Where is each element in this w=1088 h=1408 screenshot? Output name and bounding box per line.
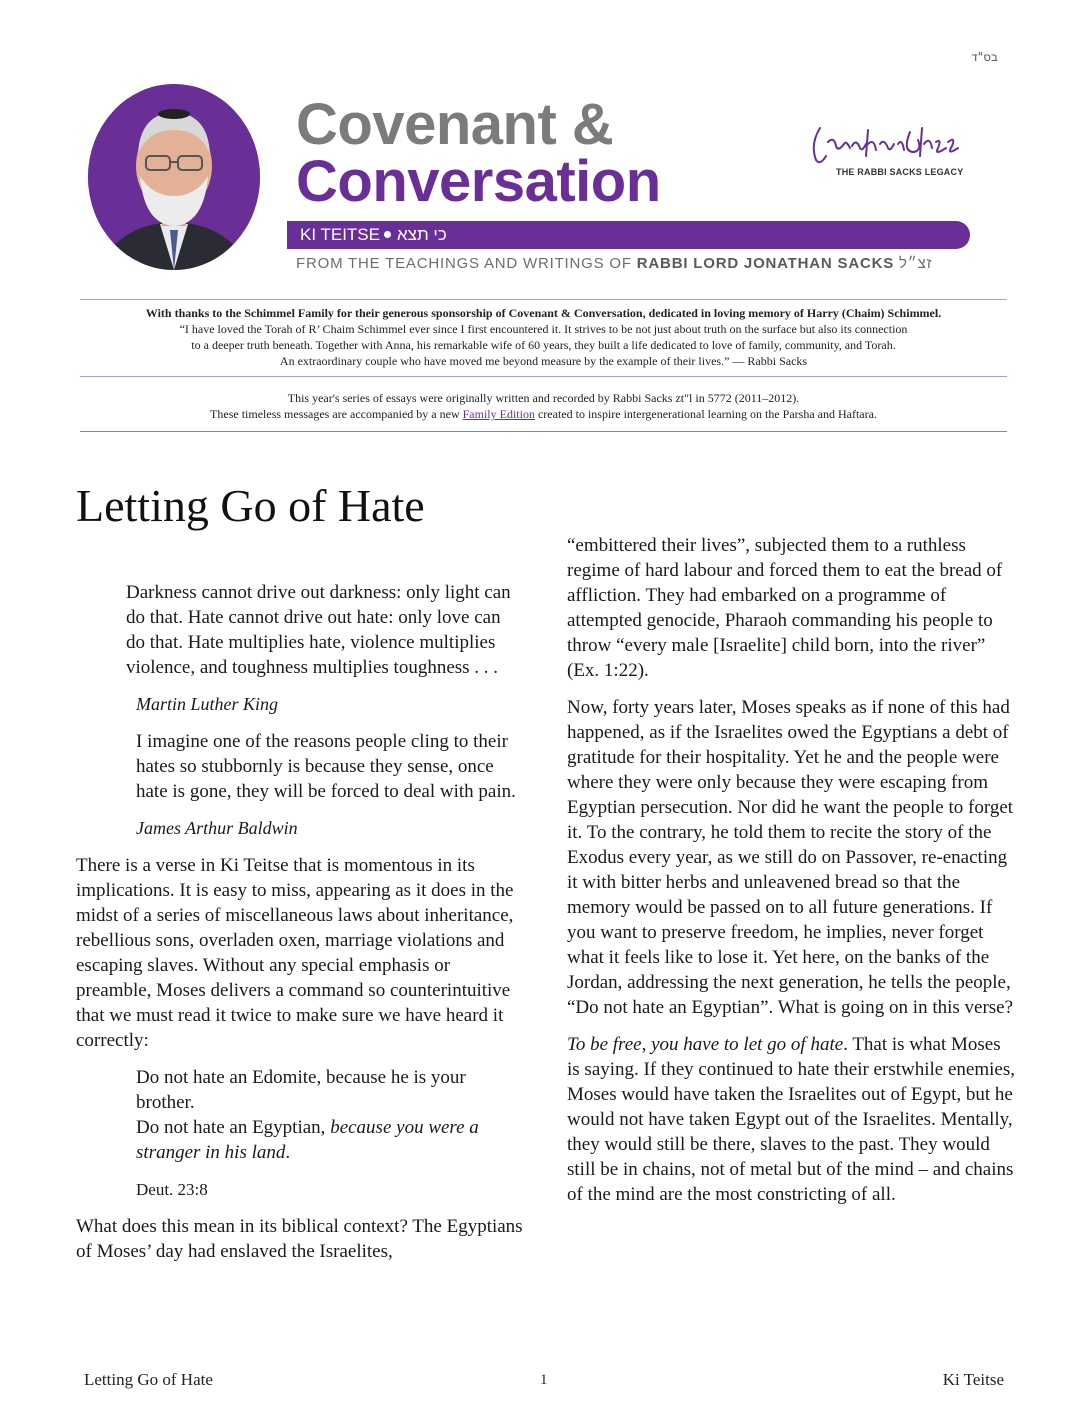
page-number: 1 — [540, 1372, 548, 1388]
parasha-banner — [287, 221, 970, 249]
verse-line-2 — [136, 1115, 524, 1165]
epigraph-attribution-1: Martin Luther King — [136, 694, 279, 714]
verse-quote — [136, 1065, 524, 1165]
body-paragraph-4 — [567, 1032, 1015, 1207]
divider — [80, 431, 1007, 432]
legacy-label: THE RABBI SACKS LEGACY — [836, 167, 964, 177]
column-right — [567, 533, 1015, 1219]
epigraph-quote-1: Darkness cannot drive out darkness: only light can do that. Hate cannot drive out hate: only love can do that. Hate multiplies hate, violence multiplies violence, and toughness multiplies toughness . . . — [126, 582, 511, 678]
verse-line-2-italic: because you were a stranger in his land — [136, 1117, 479, 1163]
paragraph-4-emphasis: To be free, you have to let go of hate — [567, 1034, 844, 1055]
parasha-hebrew: כי תצא — [397, 225, 447, 244]
author-portrait — [88, 84, 260, 270]
verse-citation: Deut. 23:8 — [136, 1180, 208, 1199]
parasha-english: KI TEITSE — [300, 225, 380, 244]
series-line-2-post: created to inspire intergenerational learning on the Parsha and Haftara. — [534, 407, 877, 421]
bsd-mark: בס"ד — [971, 50, 998, 64]
body-paragraph-1: There is a verse in Ki Teitse that is momentous in its implications. It is easy to miss, appearing as it does in the midst of a series of miscellaneous laws about inheritance, rebellious sons, overladen oxen, marriage violations and escaping slaves. Without any special emphasis or preamble, Moses delivers a command so counterintuitive that we must read it twice to make sure we have heard it correctly: — [76, 855, 514, 1051]
epigraph-attribution-2: James Arthur Baldwin — [136, 818, 298, 838]
bullet-dot-icon — [384, 231, 391, 238]
sponsorship-quote-2: to a deeper truth beneath. Together with Anna, his remarkable wife of 60 years, they built a life dedicated to love of family, community, and Torah. — [191, 338, 896, 352]
body-paragraph-3: Now, forty years later, Moses speaks as if none of this had happened, as if the Israelites owed the Egyptians a debt of gratitude for their hospitality. Yet he and the people were where they were only because they were escaping from Egyptian persecution. Nor did he want the people to forget it. To the contrary, he told them to recite the story of the Exodus every year, as we still do on Passover, re-enacting it with bitter herbs and unleavened bread so that the memory would be passed on to all future generations. If you want to preserve freedom, he implies, never forget what it feels like to lose it. Yet here, on the banks of the Jordan, addressing the next generation, he tells the people, “Do not hate an Egyptian”. What is going on in this verse? — [567, 697, 1014, 1018]
series-line-2 — [80, 406, 1007, 422]
from-suffix: זצ״ל — [894, 255, 933, 272]
sponsorship-quote-1: “I have loved the Torah of R’ Chaim Schimmel ever since I first encountered it. It strives to be not just about truth on the surface but also its connection — [179, 322, 908, 336]
body-paragraph-2-end: “embittered their lives”, subjected them to a ruthless regime of hard labour and forced them to eat the bread of affliction. They had embarked on a programme of attempted genocide, Pharaoh commanding his people to throw “every male [Israelite] child born, into the river” (Ex. 1:22). — [567, 535, 1003, 681]
article-title: Letting Go of Hate — [76, 480, 425, 531]
sponsorship-lead: With thanks to the Schimmel Family for their generous sponsorship of Covenant & Conversation, dedicated in loving memory of Harry (Chaim) Schimmel. — [145, 306, 942, 320]
column-left — [76, 580, 524, 1276]
series-line-2-pre: These timeless messages are accompanied by a new — [210, 407, 463, 421]
paragraph-4-rest: . That is what Moses is saying. If they continued to hate their erstwhile enemies, Moses would have taken the Israelites out of Egypt, but he would not have taken Egypt out of the Israelites. Mentally, they would still be there, slaves to the past. They would still be in chains, not of metal but of the mind – and chains of the mind are the most constricting of all. — [567, 1034, 1015, 1205]
footer-parasha: Ki Teitse — [942, 1370, 1004, 1389]
epigraph-quote-2: I imagine one of the reasons people cling to their hates so stubbornly is because they sense, once hate is gone, they will be forced to deal with pain. — [136, 731, 516, 802]
verse-line-2-pre: Do not hate an Egyptian, — [136, 1117, 331, 1138]
title-line-2: Conversation — [296, 149, 661, 214]
footer-title: Letting Go of Hate — [84, 1370, 213, 1389]
verse-line-2-post: . — [285, 1142, 291, 1163]
author-name: RABBI LORD JONATHAN SACKS — [636, 255, 895, 272]
portrait-illustration — [88, 84, 260, 270]
title-line-1: Covenant & — [296, 92, 614, 157]
series-note — [80, 390, 1007, 422]
sponsorship-block — [80, 305, 1007, 369]
sponsorship-quote-3: An extraordinary couple who have moved me beyond measure by the example of their lives.” — Rabbi Sacks — [279, 354, 808, 368]
body-paragraph-2-start: What does this mean in its biblical context? The Egyptians of Moses’ day had enslaved the Israelites, — [76, 1216, 523, 1262]
attribution-line — [296, 255, 932, 272]
series-line-1: This year's series of essays were originally written and recorded by Rabbi Sacks zt"l in 5772 (2011–2012). — [287, 391, 800, 405]
from-prefix: FROM THE TEACHINGS AND WRITINGS OF — [296, 255, 637, 272]
family-edition-link[interactable]: Family Edition — [462, 407, 535, 421]
signature-icon — [806, 122, 966, 166]
divider — [80, 376, 1007, 377]
divider — [80, 299, 1007, 300]
verse-line-1: Do not hate an Edomite, because he is your brother. — [136, 1067, 466, 1113]
